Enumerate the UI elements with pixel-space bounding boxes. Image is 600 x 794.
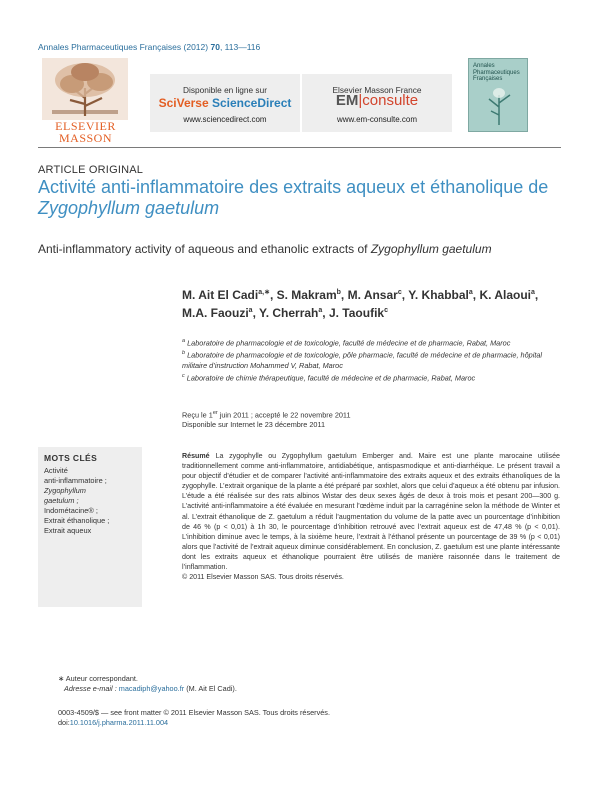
author: M. Ait El Cadi (182, 288, 259, 302)
sciverse-logo: SciVerse ScienceDirect (158, 96, 292, 110)
cover-plant-icon (483, 85, 515, 125)
keyword-item: Extrait aqueux (44, 526, 92, 535)
abstract (182, 451, 560, 582)
affiliation: $^b$ Laboratoire de pharmacologie et de toxicologie, pôle pharmacie, faculté de médecine et de pharmacie, hôpital militaire d’instruction Mohammed V, Rabat, Maroc (182, 350, 543, 370)
keyword-item: anti-inflammatoire ; (44, 476, 107, 485)
article-dates: Reçu le 1er juin 2011 ; accepté le 22 novembre 2011 Disponible sur Internet le 23 décembre 2011 (182, 410, 351, 430)
emconsulte-url[interactable]: www.em-consulte.com (336, 115, 418, 124)
emc-label: Elsevier Masson France (332, 85, 422, 95)
publisher-line2: MASSON (58, 131, 112, 145)
author: J. Taoufik (328, 306, 385, 320)
author: S. Makram (276, 288, 337, 302)
journal-volume: 70 (210, 42, 220, 52)
author-email-link[interactable]: macadiph@yahoo.fr (118, 684, 185, 693)
corresponding-author-footnote: ∗ Auteur correspondant. Adresse e-mail : macadiph@yahoo.fr (M. Ait El Cadi). (58, 674, 237, 693)
copyright-footer: 0003-4509/$ — see front matter © 2011 Elsevier Masson SAS. Tous droits réservés. doi:10.1016/j.pharma.2011.11.004 (58, 708, 330, 727)
keyword-item: Indométacine® ; (44, 506, 98, 515)
sciencedirect-box[interactable] (150, 74, 300, 132)
abstract-text: La zygophylle ou Zygophyllum gaetulum Emberger and. Maire est une plante marocaine utilisée traditionnellement comme anti-inflammatoire, antidiabétique, antispasmodique et anti-diarrhéique. Le présent travail a pour objectif d’étudier et de comparer l’activité anti-inflammatoire des extraits aqueux et des extraits éthanoliques de la zygophylle. L’extrait organique de la plante a été préparé par soxhlet, alors que celui d’aqueux a été obtenu par infusion. L’étude a été réalisée sur des rats albinos Wistar des deux sexes âgés de deux à trois mois et pesant 200—300 g. L’activité anti-inflammatoire a été évaluée en mesurant l’œdème induit par la carragénine selon la méthode de Winter et al. L’extrait éthanolique de Z. gaetulum a réduit l’augmentation du volume de la patte avec un pourcentage d’inhibition de 46 % (p < 0,01) à 1h 30, le pourcentage d’inhibition retrouvé avec l’extrait aqueux est de 47,48 % (p < 0,01). L’inhibition diminue avec le temps, à la sixième heure, l’extrait à l’éthanol présente un pourcentage de 39 % (p < 0,01) alors que l’activité de l’extrait aqueux diminue considérablement. En conclusion, Z. gaetulum est une plante intéressante dont les extraits aqueux et éthanolique pourraient être utilisés de manière raisonnée dans le traitement de l’inflammation. (182, 452, 560, 572)
affiliations (182, 336, 560, 383)
journal-pages: , 113—116 (219, 42, 261, 52)
online-label: Disponible en ligne sur (183, 85, 267, 95)
elsevier-wordmark (38, 120, 133, 144)
doi-link[interactable]: 10.1016/j.pharma.2011.11.004 (69, 718, 169, 727)
emconsulte-box[interactable] (302, 74, 452, 132)
author: M.A. Faouzi (182, 306, 249, 320)
cover-title: Annales Pharmaceutiques Françaises (473, 63, 520, 82)
affiliation: $^c$ Laboratoire de chimie thérapeutique, faculté de médecine et de pharmacie, Rabat, Maroc (182, 372, 476, 383)
article-section: ARTICLE ORIGINAL (38, 164, 144, 176)
affiliation: $^a$ Laboratoire de pharmacologie et de toxicologie, faculté de médecine et de pharmacie, Rabat, Maroc (182, 338, 511, 348)
keyword-item: gaetulum ; (44, 496, 79, 505)
keyword-item: Zygophyllum (44, 486, 86, 495)
publisher-line1: ELSEVIER (55, 119, 116, 133)
keyword-item: Extrait éthanolique ; (44, 516, 110, 525)
keywords-title: MOTS CLÉS (44, 453, 98, 463)
journal-name: Annales Pharmaceutiques Françaises (2012) (38, 42, 209, 52)
elsevier-tree-logo (42, 58, 128, 120)
author: Y. Cherrah (259, 306, 319, 320)
author: Y. Khabbal (408, 288, 469, 302)
keywords-box (38, 447, 142, 607)
article-title: Activité anti-inflammatoire des extraits aqueux et éthanolique de Zygophyllum gaetulum (38, 177, 549, 218)
keyword-item: Activité (44, 466, 68, 475)
journal-reference[interactable] (38, 42, 260, 52)
journal-cover-image (468, 58, 528, 132)
author-list: M. Ait El Cadi$^{a,∗}$, S. Makram$^b$, M. Ansar$^c$, Y. Khabbal$^a$, K. Alaoui$^a$, M.A. Faouzi$^a$, Y. Cherrah$^a$, J. Taoufik$^c$ (182, 288, 539, 320)
emconsulte-logo: EM|consulte (335, 92, 419, 109)
abstract-copyright: © 2011 Elsevier Masson SAS. Tous droits réservés. (182, 573, 344, 582)
abstract-label: Résumé (182, 452, 210, 460)
header-divider (38, 147, 561, 148)
author: K. Alaoui (479, 288, 532, 302)
sciencedirect-url[interactable]: www.sciencedirect.com (183, 115, 267, 124)
article-subtitle: Anti-inflammatory activity of aqueous and ethanolic extracts of Zygophyllum gaetulum (38, 242, 492, 256)
author: M. Ansar (347, 288, 398, 302)
